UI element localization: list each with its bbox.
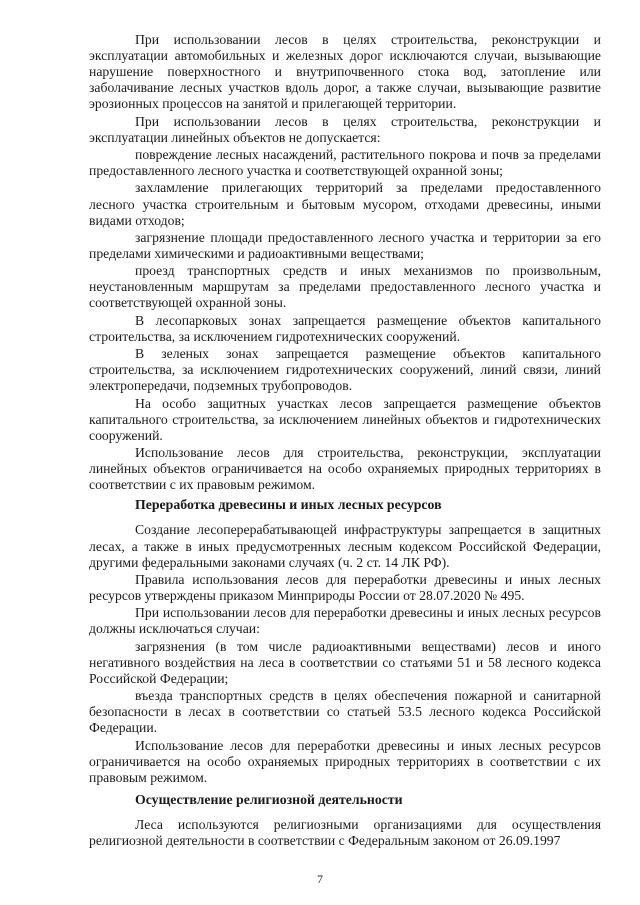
paragraph-infrastructure-ban: Создание лесоперерабатывающей инфраструктуры запрещается в защитных лесах, а также в иных предусмотренных лесным кодексом Российской Федерации, другими федеральными законами случаях (ч. 2 ст. 14 ЛК РФ). <box>89 522 601 570</box>
document-page <box>89 32 601 850</box>
list-item-vehicle-entry: въезда транспортных средств в целях обеспечения пожарной и санитарной безопасности в лесах в соответствии со статьей 53.5 лесного кодекса Российской Федерации. <box>89 688 601 736</box>
paragraph-protected-territories: Использование лесов для строительства, реконструкции, эксплуатации линейных объектов ограничивается на особо охраняемых природных территориях в соответствии с их правовым режимом. <box>89 445 601 493</box>
list-item-contamination: загрязнения (в том числе радиоактивными веществами) лесов и иного негативного воздействия на леса в соответствии со статьями 51 и 58 лесного кодекса Российской Федерации; <box>89 638 601 686</box>
section-heading-wood-processing: Переработка древесины и иных лесных ресурсов <box>135 497 442 513</box>
paragraph-processing-restrictions: Использование лесов для переработки древесины и иных лесных ресурсов ограничивается на особо охраняемых природных территориях в соответствии с их правовым режимом. <box>89 737 601 785</box>
list-item-pollution: загрязнение площади предоставленного лесного участка и территории за его пределами химическими и радиоактивными веществами; <box>89 229 601 261</box>
list-item-damage: повреждение лесных насаждений, растительного покрова и почв за пределами предоставленного лесного участка и соответствующей охранной зоны; <box>89 147 601 179</box>
paragraph-exclusions-intro: При использовании лесов для переработки древесины и иных лесных ресурсов должны исключаться случаи: <box>89 605 601 637</box>
paragraph-green-zones: В зеленых зонах запрещается размещение объектов капитального строительства, за исключением гидротехнических сооружений, линий связи, линий электропередачи, подземных трубопроводов. <box>89 346 601 394</box>
paragraph-roads: При использовании лесов в целях строительства, реконструкции и эксплуатации автомобильных и железных дорог исключаются случаи, вызывающие нарушение поверхностного и внутрипочвенного стока вод, затопление или заболачивание лесных участков вдоль дорог, а также случаи, вызывающие развитие эрозионных процессов на занятой и прилегающей территории. <box>89 32 601 112</box>
list-item-littering: захламление прилегающих территорий за пределами предоставленного лесного участка строительным и бытовым мусором, отходами древесины, иными видами отходов; <box>89 180 601 228</box>
paragraph-rules-order: Правила использования лесов для переработки древесины и иных лесных ресурсов утверждены приказом Минприроды России от 28.07.2020 № 495. <box>89 571 601 603</box>
page-number: 7 <box>317 872 323 886</box>
paragraph-protective-areas: На особо защитных участках лесов запрещается размещение объектов капитального строительства, за исключением линейных объектов и гидротехнических сооружений. <box>89 395 601 443</box>
section-heading-religious-activity: Осуществление религиозной деятельности <box>135 791 403 807</box>
paragraph-religious-use: Леса используются религиозными организациями для осуществления религиозной деятельности в соответствии с Федеральным законом от 26.09.1997 <box>89 816 601 849</box>
paragraph-forest-park-zones: В лесопарковых зонах запрещается размещение объектов капитального строительства, за исключением гидротехнических сооружений. <box>89 312 601 344</box>
paragraph-linear-objects-intro: При использовании лесов в целях строительства, реконструкции и эксплуатации линейных объектов не допускается: <box>89 113 601 145</box>
list-item-vehicle-travel: проезд транспортных средств и иных механизмов по произвольным, неустановленным маршрутам за пределами предоставленного лесного участка и соответствующей охранной зоны. <box>89 263 601 311</box>
